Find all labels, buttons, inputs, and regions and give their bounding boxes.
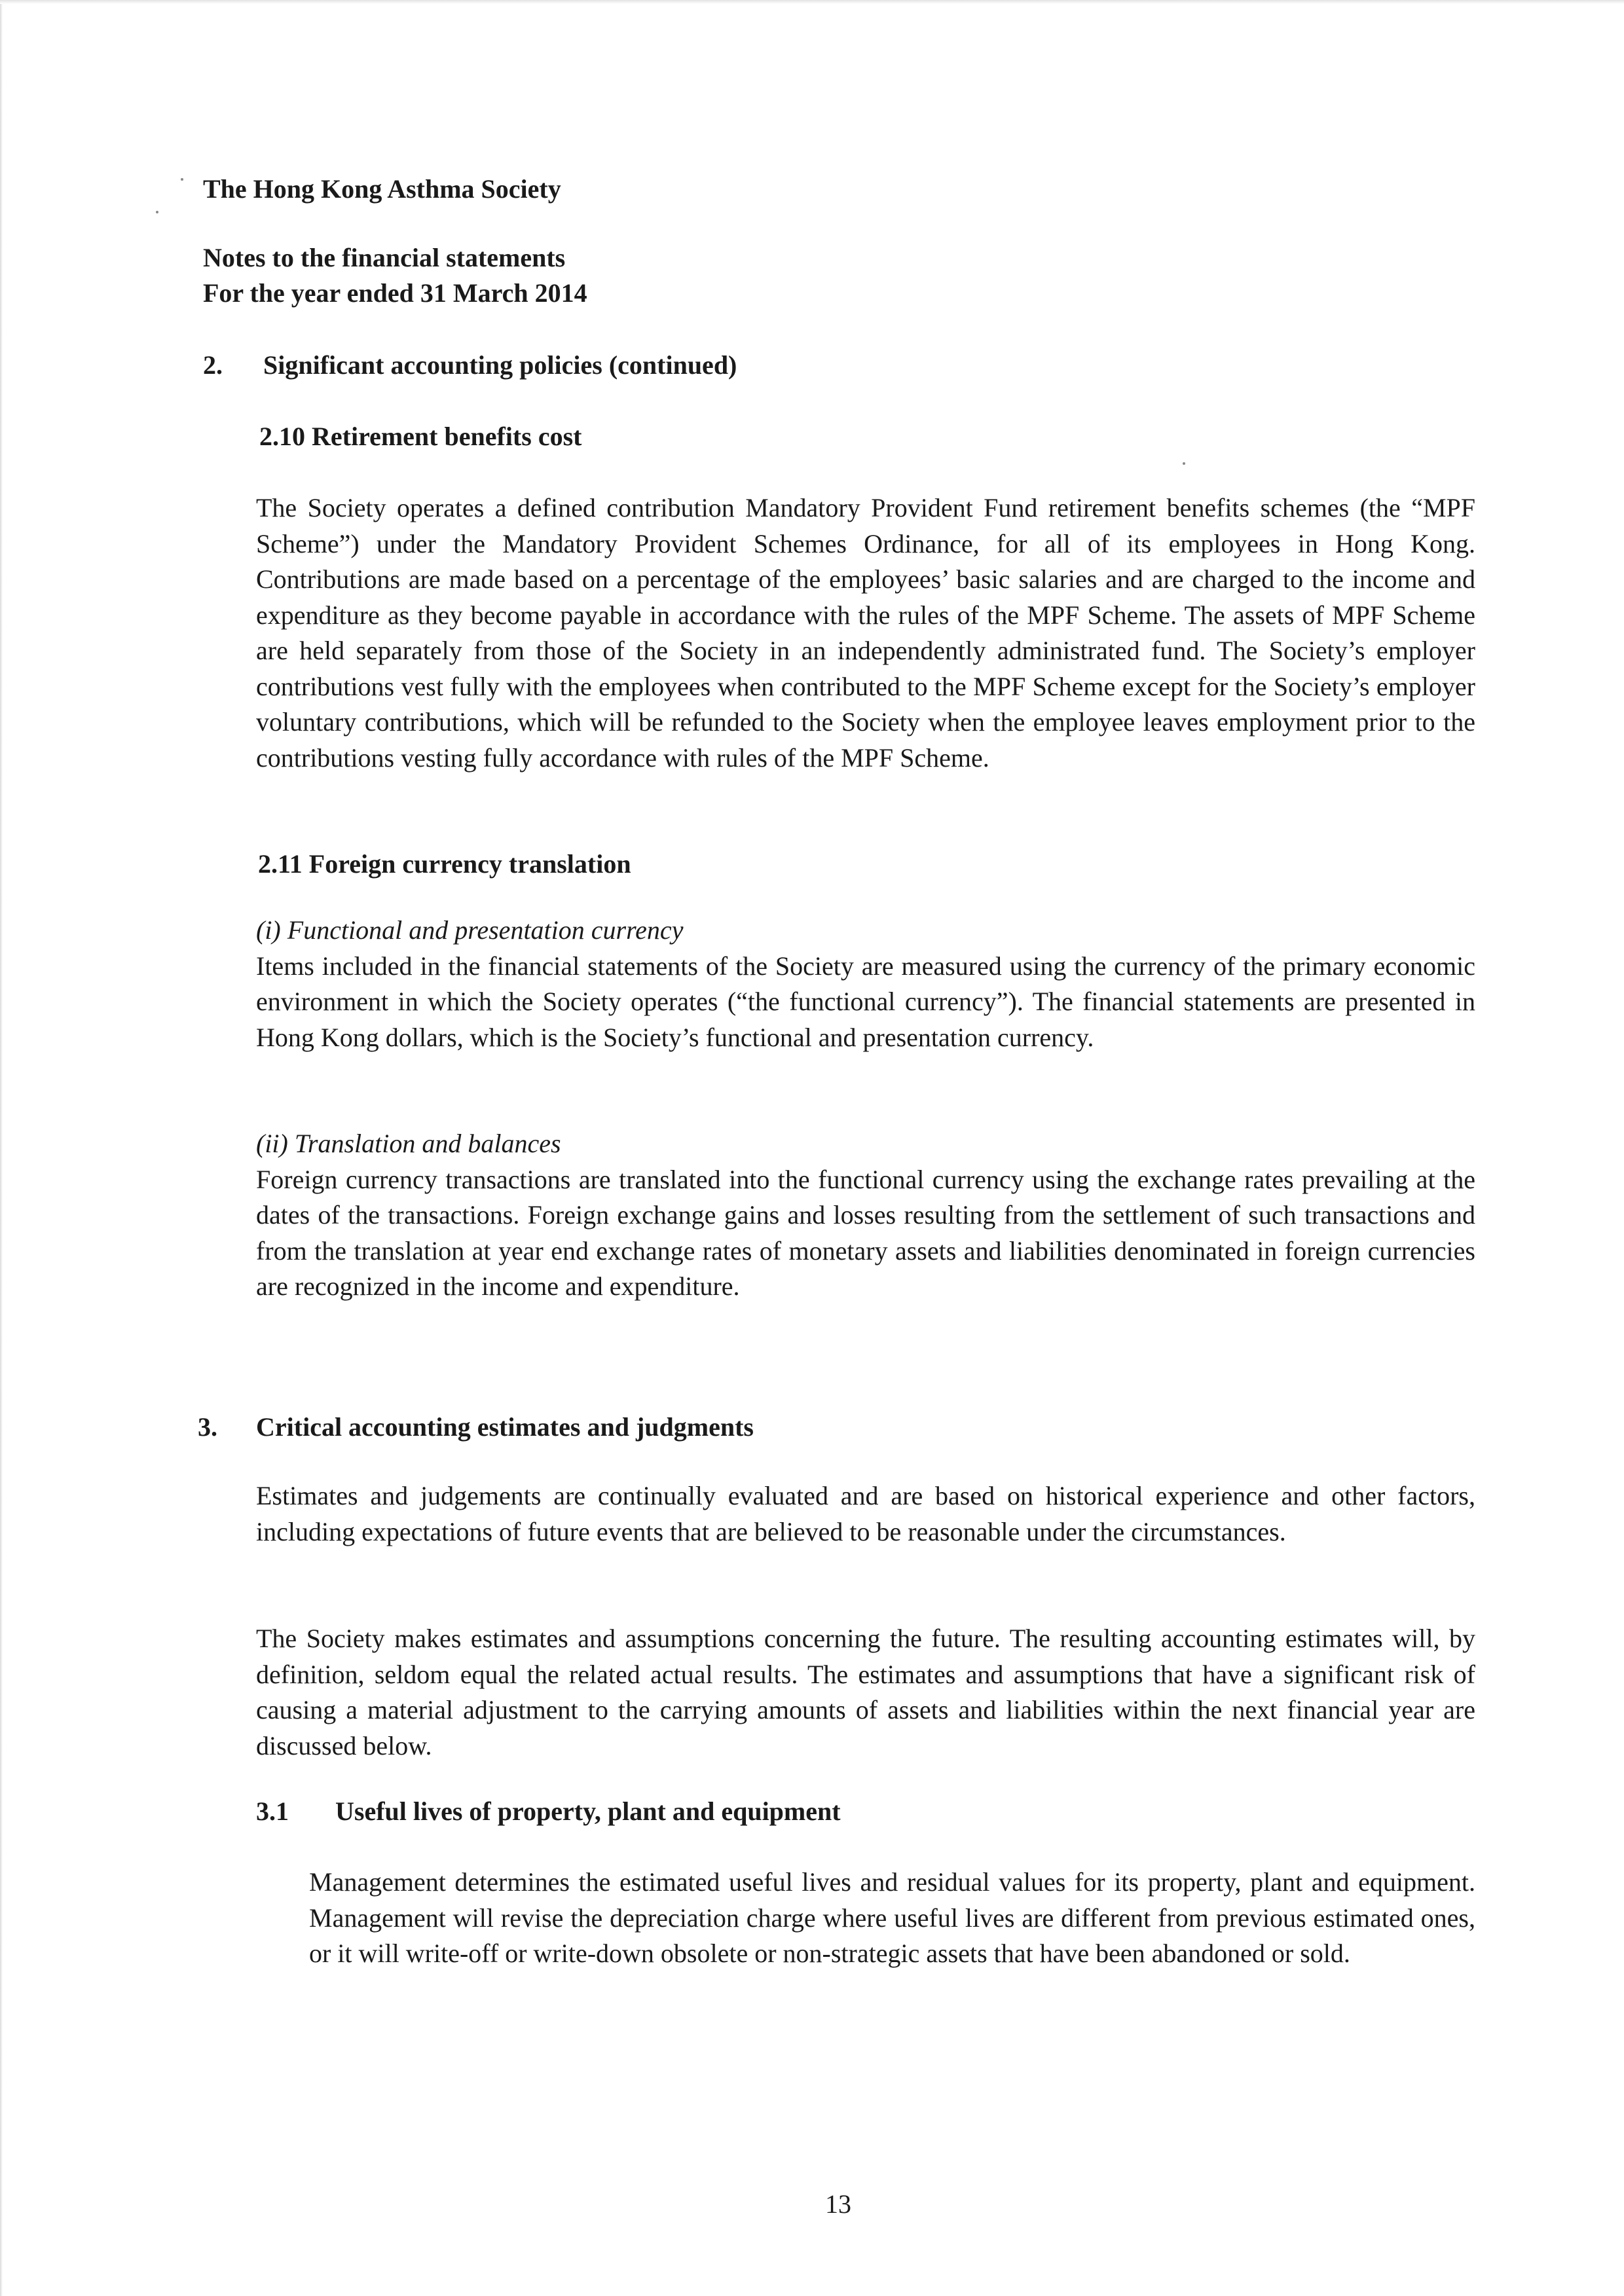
translation-balances-block xyxy=(256,1126,1475,1305)
reporting-period: For the year ended 31 March 2014 xyxy=(203,278,587,308)
scan-speck xyxy=(181,178,183,181)
organization-name: The Hong Kong Asthma Society xyxy=(203,174,561,204)
document-header xyxy=(203,172,1447,311)
section-3-paragraph-1: Estimates and judgements are continually evaluated and are based on historical experience and other factors, including expectations of future events that are believed to be reasonable under the circumstances. xyxy=(256,1481,1475,1546)
subsection-3-1-title: Useful lives of property, plant and equipment xyxy=(335,1796,841,1826)
functional-currency-title: (i) Functional and presentation currency xyxy=(256,915,684,945)
subsection-3-1-body: Management determines the estimated useful lives and residual values for its property, plant and equipment. Management will revise the depreciation charge where useful lives are different from previous estimated ones, or it will write-off or write-down obsolete or non-strategic assets that have been abandoned or sold. xyxy=(309,1867,1475,1968)
section-2-heading xyxy=(203,348,737,383)
section-2-number: 2. xyxy=(203,350,223,380)
subsection-2-10-body: The Society operates a defined contribution Mandatory Provident Fund retirement benefits schemes (the “MPF Scheme”) under the Mandatory Provident Schemes Ordinance, for all of its employees in Hong Kong. Contributions are made based on a percentage of the employees’ basic salaries and are charged to the income and expenditure as they become payable in accordance with the rules of the MPF Scheme. The assets of MPF Scheme are held separately from those of the Society in an independently administrated fund. The Society’s employer contributions vest fully with the employees when contributed to the MPF Scheme except for the Society’s employer voluntary contributions, which will be refunded to the Society when the employee leaves employment prior to the contributions vesting fully accordance with rules of the MPF Scheme. xyxy=(256,493,1475,773)
page-number: 13 xyxy=(825,2189,851,2219)
functional-currency-body: Items included in the financial statements of the Society are measured using the currency of the primary economic environment in which the Society operates (“the functional currency”). The financial statements are presented in Hong Kong dollars, which is the Society’s functional and presentation currency. xyxy=(256,951,1475,1052)
scan-left-edge xyxy=(0,0,3,2296)
section-3-heading xyxy=(198,1410,754,1445)
subsection-2-11-heading xyxy=(258,847,631,882)
subsection-3-1-heading xyxy=(256,1794,841,1829)
section-3-paragraph-2: The Society makes estimates and assumptions concerning the future. The resulting accounting estimates will, by definition, seldom equal the related actual results. The estimates and assumptions that have a significant risk of causing a material adjustment to the carrying amounts of assets and liabilities within the next financial year are discussed below. xyxy=(256,1624,1475,1760)
translation-balances-body: Foreign currency transactions are translated into the functional currency using the exchange rates prevailing at the dates of the transactions. Foreign exchange gains and losses resulting from the settlement of such transactions and from the translation at year end exchange rates of monetary assets and liabilities denominated in foreign currencies are recognized in the income and expenditure. xyxy=(256,1164,1475,1301)
subsection-2-10-title: 2.10 Retirement benefits cost xyxy=(259,422,582,451)
scan-top-edge xyxy=(0,0,1624,4)
functional-currency-block xyxy=(256,913,1475,1055)
subsection-2-10-heading xyxy=(259,419,581,454)
subsection-2-11-title: 2.11 Foreign currency translation xyxy=(258,849,631,879)
translation-balances-title: (ii) Translation and balances xyxy=(256,1129,561,1158)
subsection-3-1-number: 3.1 xyxy=(256,1796,289,1826)
section-3-number: 3. xyxy=(198,1412,217,1442)
notes-title: Notes to the financial statements xyxy=(203,243,566,272)
section-3-title: Critical accounting estimates and judgments xyxy=(256,1412,754,1442)
scan-speck xyxy=(1183,462,1185,465)
scan-speck xyxy=(156,211,158,213)
section-2-title: Significant accounting policies (continued) xyxy=(263,350,737,380)
